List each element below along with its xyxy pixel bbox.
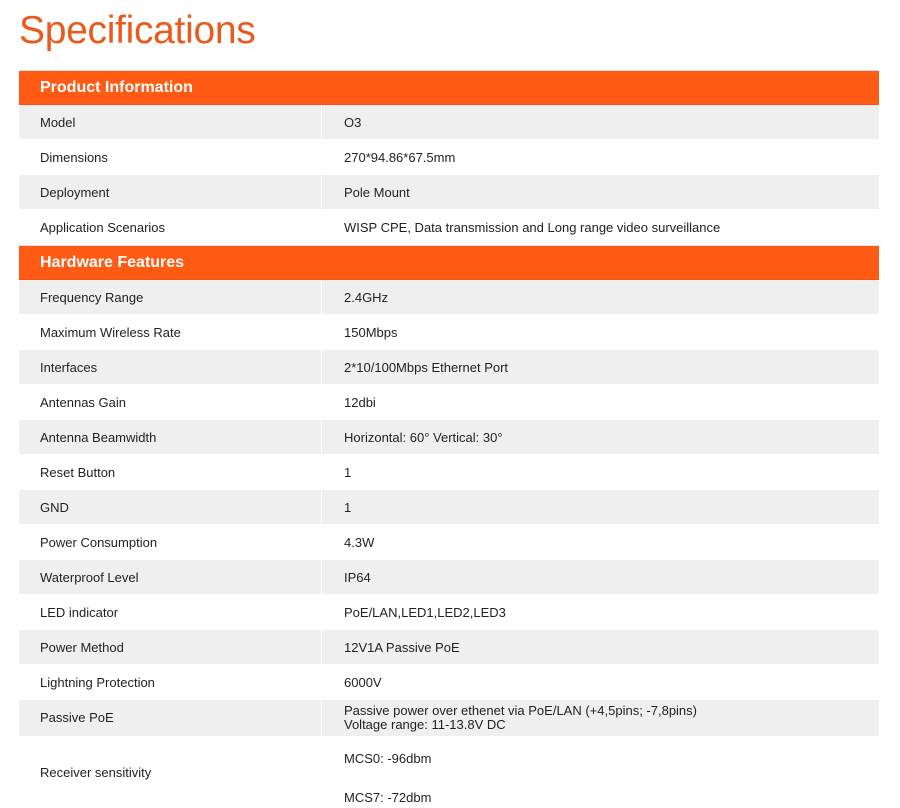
spec-value: 2*10/100Mbps Ethernet Port [344, 359, 509, 375]
spec-row-application-scenarios [19, 210, 879, 245]
spec-value: 270*94.86*67.5mm [344, 149, 456, 165]
spec-value: O3 [344, 114, 362, 130]
section-header-hardware-features: Hardware Features [19, 245, 879, 280]
spec-value: Pole Mount [344, 184, 410, 200]
spec-row-interfaces [19, 350, 879, 385]
spec-row-waterproof-level [19, 560, 879, 595]
spec-row-passive-poe [19, 700, 879, 737]
spec-key: Power Consumption [19, 525, 322, 559]
spec-value: 4.3W [344, 534, 375, 550]
spec-value: 2.4GHz [344, 289, 389, 305]
spec-key: LED indicator [19, 595, 322, 629]
spec-row-receiver-sensitivity [19, 737, 879, 808]
section-header-product-information: Product Information [19, 70, 879, 105]
spec-row-lightning-protection [19, 665, 879, 700]
spec-row-led-indicator [19, 595, 879, 630]
spec-value: 12dbi [344, 394, 376, 410]
spec-row-power-consumption [19, 525, 879, 560]
spec-key: Lightning Protection [19, 665, 322, 699]
spec-row-gnd [19, 490, 879, 525]
spec-key: Antenna Beamwidth [19, 420, 322, 454]
spec-value: MCS0: -96dbm [344, 751, 432, 766]
spec-value: MCS7: -72dbm [344, 790, 432, 805]
spec-value: 12V1A Passive PoE [344, 639, 460, 655]
spec-table [19, 70, 879, 808]
spec-value: 6000V [344, 674, 382, 690]
spec-value: Voltage range: 11-13.8V DC [344, 717, 506, 732]
spec-key: Deployment [19, 175, 322, 209]
spec-key: Passive PoE [19, 700, 322, 736]
spec-value: 150Mbps [344, 324, 398, 340]
spec-key: GND [19, 490, 322, 524]
spec-key: Receiver sensitivity [19, 737, 322, 807]
spec-row-model [19, 105, 879, 140]
spec-key: Frequency Range [19, 280, 322, 314]
spec-key: Model [19, 105, 322, 139]
spec-row-deployment [19, 175, 879, 210]
spec-key: Reset Button [19, 455, 322, 489]
spec-value: Horizontal: 60° Vertical: 30° [344, 429, 503, 445]
spec-row-reset-button [19, 455, 879, 490]
spec-key: Interfaces [19, 350, 322, 384]
spec-row-frequency-range [19, 280, 879, 315]
spec-value: 1 [344, 464, 352, 480]
spec-row-power-method [19, 630, 879, 665]
spec-value: IP64 [344, 569, 371, 585]
spec-value: 1 [344, 499, 352, 515]
spec-key: Waterproof Level [19, 560, 322, 594]
spec-value: WISP CPE, Data transmission and Long range video surveillance [344, 219, 721, 235]
spec-row-dimensions [19, 140, 879, 175]
spec-key: Antennas Gain [19, 385, 322, 419]
spec-value: Passive power over ethenet via PoE/LAN (+4,5pins; -7,8pins) [344, 703, 697, 718]
spec-row-antennas-gain [19, 385, 879, 420]
spec-row-max-wireless-rate [19, 315, 879, 350]
spec-value: PoE/LAN,LED1,LED2,LED3 [344, 604, 506, 620]
page-title: Specifications [19, 9, 256, 52]
spec-key: Dimensions [19, 140, 322, 174]
spec-key: Application Scenarios [19, 210, 322, 244]
spec-key: Maximum Wireless Rate [19, 315, 322, 349]
spec-row-antenna-beamwidth [19, 420, 879, 455]
spec-key: Power Method [19, 630, 322, 664]
